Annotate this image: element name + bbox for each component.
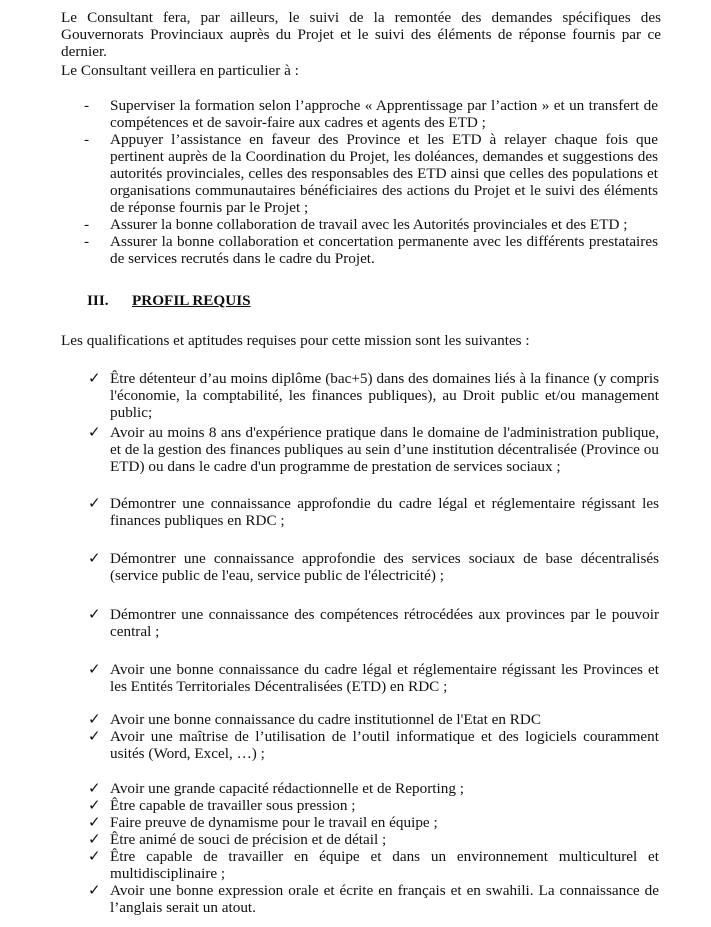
list-item — [86, 711, 659, 728]
dash-bullet: - — [84, 216, 90, 233]
list-item-text: Avoir au moins 8 ans d'expérience pratique dans le domaine de l'administration publique, et de la gestion des finances publiques au sein d’une institution décentralisée (Province ou ETD) ou dans le cadre d'un programme de prestation de services sociaux ; — [110, 424, 659, 475]
list-item-text: Appuyer l’assistance en faveur des Province et les ETD à relayer chaque fois que pertinent auprès de la Coordination du Projet, les doléances, demandes et suggestions des autorités provinciales, celles des responsables des ETD ainsi que celles des populations et organisations communautaires bénéficiaires des actions du Projet et le suivi des éléments de réponse fournis par le Projet ; — [110, 131, 658, 216]
qualifications-intro: Les qualifications et aptitudes requises pour cette mission sont les suivantes : — [61, 332, 530, 349]
list-item — [86, 495, 659, 529]
list-item — [86, 550, 659, 584]
list-item-text: Avoir une bonne connaissance du cadre institutionnel de l'Etat en RDC — [110, 711, 541, 728]
checkmark-icon: ✓ — [88, 495, 101, 512]
qualifications-list-b — [86, 711, 659, 762]
checkmark-icon: ✓ — [88, 661, 101, 678]
list-item — [84, 216, 658, 233]
list-item — [86, 370, 659, 421]
list-item — [86, 424, 659, 475]
list-item-text: Assurer la bonne collaboration de travail avec les Autorités provinciales et des ETD ; — [110, 216, 628, 233]
section-title: PROFIL REQUIS — [132, 292, 251, 309]
dash-bullet: - — [84, 97, 90, 114]
dash-bullet: - — [84, 131, 90, 148]
list-item-text: Assurer la bonne collaboration et concertation permanente avec les différents prestataires de services recrutés dans le cadre du Projet. — [110, 233, 658, 267]
list-item — [84, 131, 658, 216]
list-item — [86, 831, 659, 848]
checkmark-icon: ✓ — [88, 728, 101, 745]
list-item — [86, 606, 659, 640]
checkmark-icon: ✓ — [88, 814, 101, 831]
lead-sentence: Le Consultant veillera en particulier à : — [61, 62, 299, 79]
intro-paragraph: Le Consultant fera, par ailleurs, le suivi de la remontée des demandes spécifiques des Gouvernorats Provinciaux auprès du Projet et le suivi des éléments de réponse fournis par ce dernier. — [61, 9, 661, 60]
checkmark-icon: ✓ — [88, 831, 101, 848]
dash-bullet: - — [84, 233, 90, 250]
section-number: III. — [87, 292, 109, 309]
list-item — [84, 97, 658, 131]
list-item — [86, 814, 659, 831]
checkmark-icon: ✓ — [88, 780, 101, 797]
list-item-text: Être capable de travailler sous pression ; — [110, 797, 356, 814]
list-item — [86, 797, 659, 814]
list-item-text: Avoir une bonne connaissance du cadre légal et réglementaire régissant les Provinces et les Entités Territoriales Décentralisées (ETD) en RDC ; — [110, 661, 659, 695]
checkmark-icon: ✓ — [88, 370, 101, 387]
list-item — [86, 882, 659, 916]
list-item-text: Être capable de travailler en équipe et dans un environnement multiculturel et multidisciplinaire ; — [110, 848, 659, 882]
checkmark-icon: ✓ — [88, 424, 101, 441]
section-heading — [87, 292, 251, 309]
list-item — [86, 780, 659, 797]
checkmark-icon: ✓ — [88, 606, 101, 623]
checkmark-icon: ✓ — [88, 550, 101, 567]
list-item-text: Superviser la formation selon l’approche « Apprentissage par l’action » et un transfert de compétences et de savoir-faire aux cadres et agents des ETD ; — [110, 97, 658, 131]
list-item — [84, 233, 658, 267]
checkmark-icon: ✓ — [88, 711, 101, 728]
checkmark-icon: ✓ — [88, 848, 101, 865]
list-item-text: Démontrer une connaissance approfondie des services sociaux de base décentralisés (service public de l'eau, service public de l'électricité) ; — [110, 550, 659, 584]
checkmark-icon: ✓ — [88, 797, 101, 814]
list-item-text: Faire preuve de dynamisme pour le travail en équipe ; — [110, 814, 438, 831]
list-item-text: Démontrer une connaissance approfondie du cadre légal et réglementaire régissant les finances publiques en RDC ; — [110, 495, 659, 529]
list-item — [86, 661, 659, 695]
list-item — [86, 848, 659, 882]
list-item — [86, 728, 659, 762]
list-item-text: Être détenteur d’au moins diplôme (bac+5) dans des domaines liés à la finance (y compris l'économie, la comptabilité, les finances publiques), au Droit public et/ou management public; — [110, 370, 659, 421]
list-item-text: Être animé de souci de précision et de détail ; — [110, 831, 387, 848]
list-item-text: Avoir une bonne expression orale et écrite en français et en swahili. La connaissance de l’anglais serait un atout. — [110, 882, 659, 916]
qualifications-list-c — [86, 780, 659, 916]
list-item-text: Avoir une maîtrise de l’utilisation de l’outil informatique et des logiciels couramment usités (Word, Excel, …) ; — [110, 728, 659, 762]
checkmark-icon: ✓ — [88, 882, 101, 899]
list-item-text: Avoir une grande capacité rédactionnelle et de Reporting ; — [110, 780, 464, 797]
list-item-text: Démontrer une connaissance des compétences rétrocédées aux provinces par le pouvoir central ; — [110, 606, 659, 640]
task-list — [84, 97, 658, 267]
